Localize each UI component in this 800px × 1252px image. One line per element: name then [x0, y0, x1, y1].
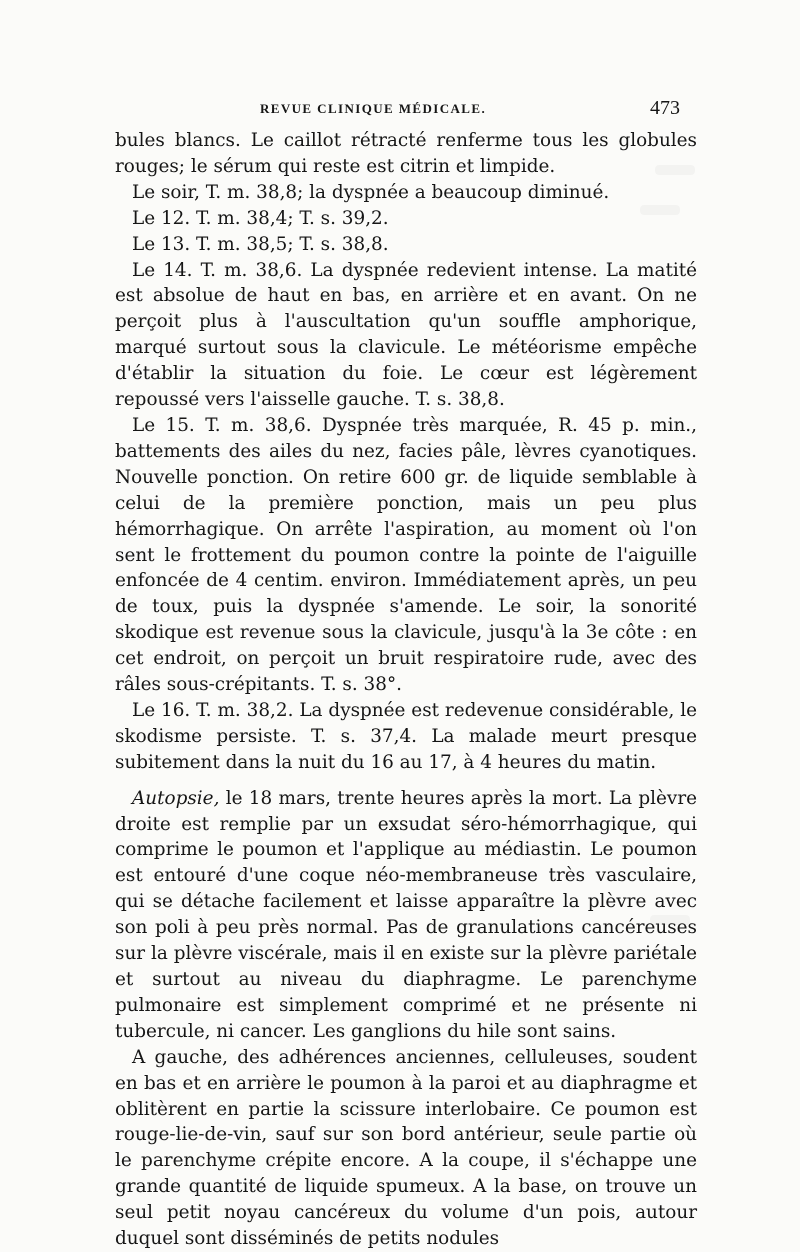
show-through-mark: [640, 205, 680, 215]
autopsy-lead: Autopsie,: [132, 787, 220, 809]
section-break: [115, 776, 697, 786]
page-header: [115, 97, 680, 121]
final-paragraph: A gauche, des adhérences anciennes, celluleuses, soudent en bas et en arrière le poumon à la paroi et au diaphragme et oblitèrent en partie la scissure interlobaire. Ce poumon est rouge-lie-de-vin, sauf sur son bord antérieur, seule partie où le parenchyme crépite encore. A la coupe, il s'échappe une grande quantité de liquide spumeux. A la base, on trouve un seul petit noyau cancéreux du volume d'un pois, autour duquel sont disséminés de petits nodules: [115, 1046, 697, 1250]
paragraph: Le 13. T. m. 38,5; T. s. 38,8.: [132, 233, 389, 255]
paragraph: Le 12. T. m. 38,4; T. s. 39,2.: [132, 207, 389, 229]
paragraph: bules blancs. Le caillot rétracté renferme tous les globules rouges; le sérum qui reste est citrin et limpide.: [115, 130, 697, 177]
paragraph: Le 15. T. m. 38,6. Dyspnée très marquée, R. 45 p. min., battements des ailes du nez, facies pâle, lèvres cyanotiques. Nouvelle ponction. On retire 600 gr. de liquide semblable à celui de la première ponction, mais un peu plus hémorrhagique. On arrête l'aspiration, au moment où l'on sent le frottement du poumon contre la pointe de l'aiguille enfoncée de 4 centim. environ. Immédiatement après, un peu de toux, puis la dyspnée s'amende. Le soir, la sonorité skodique est revenue sous la clavicule, jusqu'à la 3e côte : en cet endroit, on perçoit un bruit respiratoire rude, avec des râles sous-crépitants. T. s. 38°.: [115, 414, 697, 696]
paragraph: Le 16. T. m. 38,2. La dyspnée est redevenue considérable, le skodisme persiste. T. s. 37,4. La malade meurt presque subitement dans la nuit du 16 au 17, à 4 heures du matin.: [115, 699, 697, 773]
show-through-mark: [655, 165, 695, 175]
paragraph: Le 14. T. m. 38,6. La dyspnée redevient intense. La matité est absolue de haut en bas, en arrière et en avant. On ne perçoit plus à l'auscultation qu'un souffle amphorique, marqué surtout sous la clavicule. Le météorisme empêche d'établir la situation du foie. Le cœur est légèrement repoussé vers l'aisselle gauche. T. s. 38,8.: [115, 259, 697, 411]
body-text: [115, 128, 697, 1252]
show-through-mark: [650, 915, 690, 925]
running-title: REVUE CLINIQUE MÉDICALE.: [260, 101, 487, 116]
page-number: 473: [650, 97, 680, 119]
autopsy-paragraph: [115, 786, 697, 1045]
autopsy-text: le 18 mars, trente heures après la mort. La plèvre droite est remplie par un exsudat séro-hémorrhagique, qui comprime le poumon et l'applique au médiastin. Le poumon est entouré d'une coque néo-membraneuse très vasculaire, qui se détache facilement et laisse apparaître la plèvre avec son poli à peu près normal. Pas de granulations cancéreuses sur la plèvre viscérale, mais il en existe sur la plèvre pariétale et surtout au niveau du diaphragme. Le parenchyme pulmonaire est simplement comprimé et ne présente ni tubercule, ni cancer. Les ganglions du hile sont sains.: [115, 787, 697, 1042]
paragraph: Le soir, T. m. 38,8; la dyspnée a beaucoup diminué.: [132, 181, 610, 203]
